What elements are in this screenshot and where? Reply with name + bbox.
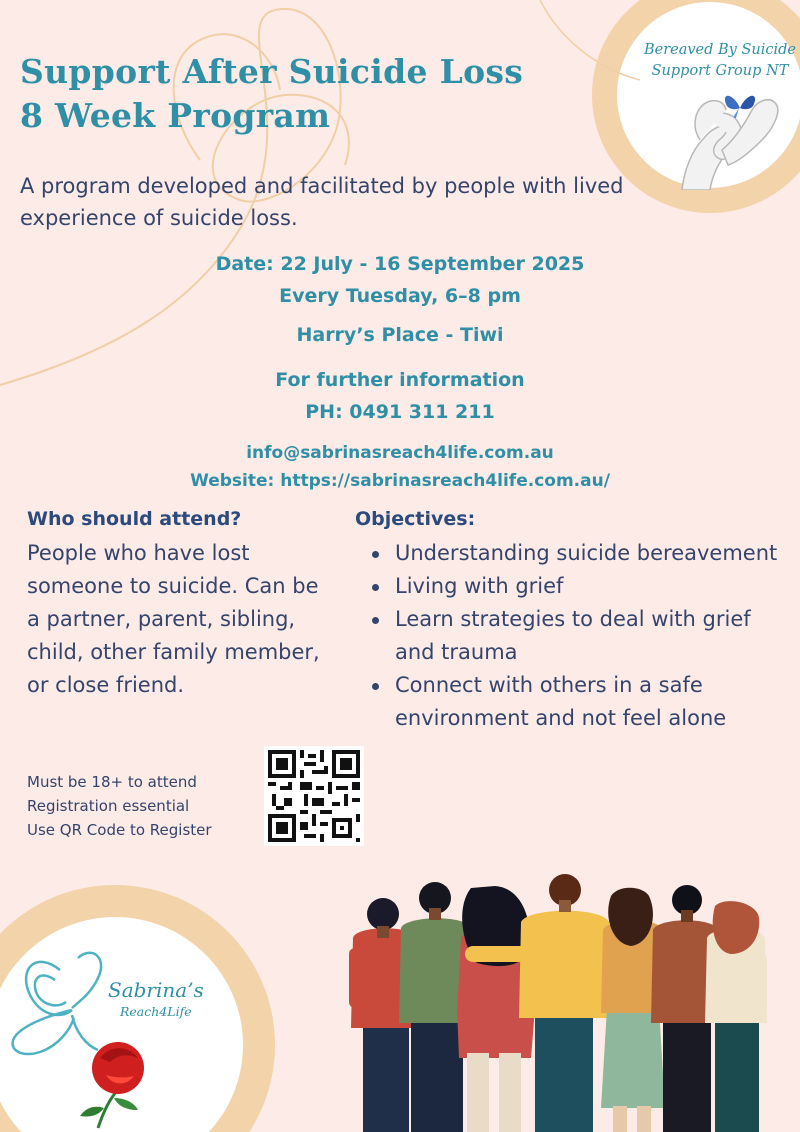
- objective-item: Living with grief: [370, 570, 780, 603]
- sabrina-logo-subtitle: Reach4Life: [120, 1004, 192, 1019]
- registration-notes: [27, 770, 212, 842]
- age-requirement: Must be 18+ to attend: [27, 773, 197, 791]
- objective-item: Connect with others in a safe environment and not feel alone: [370, 669, 780, 735]
- phone-text: PH: 0491 311 211: [305, 401, 495, 423]
- bereaved-logo-line-2: Support Group NT: [651, 63, 789, 79]
- bereaved-logo-text: [632, 40, 800, 82]
- group-of-people-illustration: [345, 868, 775, 1132]
- date-text: Date: 22 July - 16 September 2025: [215, 253, 585, 275]
- butterfly-icon: [0, 940, 230, 1132]
- time-text: Every Tuesday, 6–8 pm: [279, 285, 521, 307]
- person-figure: [705, 901, 767, 1132]
- attend-body: People who have lost someone to suicide. Can be a partner, parent, sibling, child, other family member, or close friend.: [27, 541, 320, 697]
- objective-item: Learn strategies to deal with grief and trauma: [370, 603, 780, 669]
- qr-code[interactable]: [264, 746, 364, 846]
- date-block: [0, 248, 800, 312]
- venue-text: Harry’s Place - Tiwi: [296, 324, 504, 346]
- info-heading: For further information: [275, 369, 525, 391]
- objectives-heading: Objectives:: [355, 508, 476, 530]
- sabrina-logo-name: Sabrina’s: [108, 978, 204, 1002]
- rose-icon: [80, 1042, 144, 1128]
- bereaved-logo-line-1: Bereaved By Suicide: [643, 42, 797, 58]
- title-line-1: Support After Suicide Loss: [20, 52, 524, 91]
- registration-essential: Registration essential: [27, 797, 190, 815]
- contact-block: [0, 439, 800, 495]
- title-line-2: 8 Week Program: [20, 96, 331, 135]
- holding-hands-icon: [612, 0, 800, 190]
- attend-heading: Who should attend?: [27, 508, 242, 530]
- objective-item: Understanding suicide bereavement: [370, 537, 780, 570]
- website-link[interactable]: Website: https://sabrinasreach4life.com.au/: [190, 471, 610, 491]
- email-link[interactable]: info@sabrinasreach4life.com.au: [246, 443, 554, 463]
- info-block: [0, 364, 800, 428]
- objectives-list: [370, 537, 780, 735]
- intro-text: A program developed and facilitated by people with lived experience of suicide loss.: [20, 174, 624, 230]
- qr-instruction: Use QR Code to Register: [27, 821, 212, 839]
- page-title: [20, 50, 523, 138]
